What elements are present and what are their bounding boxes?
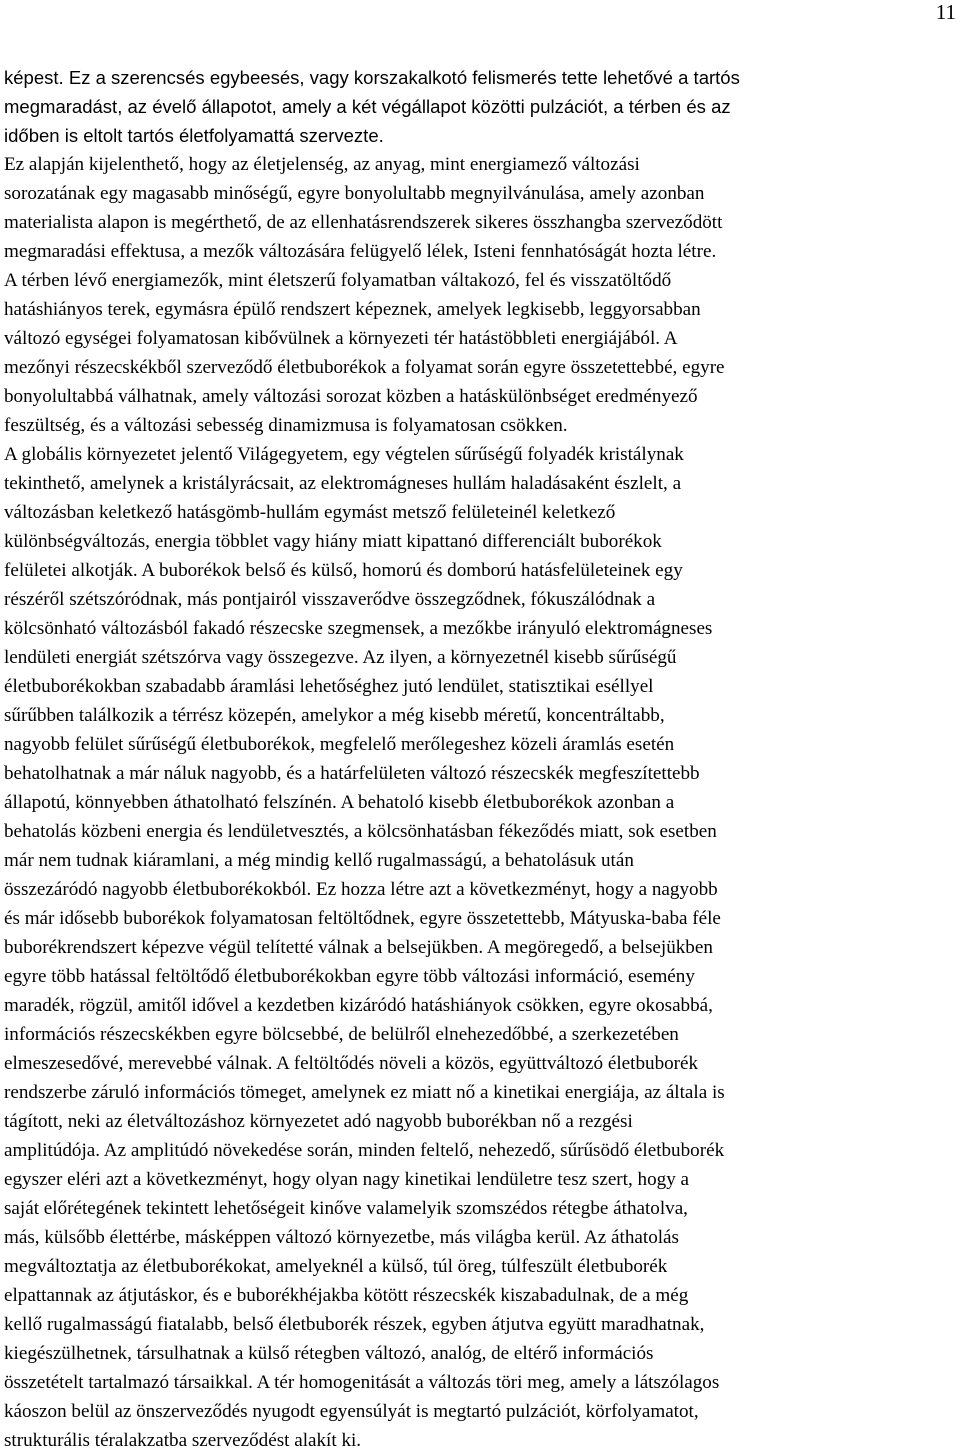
text-line: bonyolultabbá válhatnak, amely változási sorozat közben a hatáskülönbséget eredményező: [4, 386, 698, 407]
text-line: elpattannak az átjutáskor, és e buborékhéjakba kötött részecskék kiszabadulnak, de a még: [4, 1285, 689, 1306]
text-line: amplitúdója. Az amplitúdó növekedése során, minden feltelő, nehezedő, sűrűsödő életbuborék: [4, 1140, 725, 1161]
text-line: maradék, rögzül, amitől idővel a kezdetben kizáródó hatáshiányok csökken, egyre okosabbá,: [4, 995, 713, 1016]
text-line: káoszon belül az önszerveződés nyugodt egyensúlyát is megtartó pulzációt, körfolyamatot,: [4, 1401, 699, 1422]
text-line: buborékrendszert képezve végül telítetté válnak a belsejükben. A megöregedő, a belsejükben: [4, 937, 713, 958]
text-line: tágított, neki az életváltozáshoz környezetet adó nagyobb buborékban nő a rezgési: [4, 1111, 633, 1132]
page-number: 11: [935, 0, 956, 24]
text-line: egyszer eléri azt a következményt, hogy olyan nagy kinetikai lendületre tesz szert, hogy a: [4, 1169, 690, 1190]
text-line: lendületi energiát szétszórva vagy összegezve. Az ilyen, a környezetnél kisebb sűrűségű: [4, 647, 677, 668]
text-line: információs részecskékben egyre bölcsebbé, de belülről elnehezedőbbé, a szerkezetében: [4, 1024, 679, 1045]
text-line: mezőnyi részecskékből szerveződő életbuborékok a folyamat során egyre összetettebbé, egyre: [4, 357, 725, 378]
text-line: összezáródó nagyobb életbuborékokból. Ez hozza létre azt a következményt, hogy a nagyobb: [4, 879, 718, 900]
text-line: behatolhatnak a már náluk nagyobb, és a határfelületen változó részecskék megfeszítettebb: [4, 763, 700, 784]
text-line: elmeszesedővé, merevebbé válnak. A feltöltődés növeli a közös, együttváltozó életbuborék: [4, 1053, 699, 1074]
text-line: hatáshiányos terek, egymásra épülő rendszert képeznek, amelyek legkisebb, leggyorsabban: [4, 299, 701, 320]
body-text: [4, 63, 960, 1455]
text-line: más, külsőbb élettérbe, másképpen változó környezetbe, más világba kerül. Az áthatolás: [4, 1227, 679, 1248]
text-line: életbuborékokban szabadabb áramlási lehetőséghez jutó lendület, statisztikai eséllyel: [4, 676, 654, 697]
text-line: kölcsönható változásból fakadó részecske szegmensek, a mezőkbe irányuló elektromágneses: [4, 618, 713, 639]
text-line: már nem tudnak kiáramlani, a még mindig kellő rugalmasságú, a behatolásuk után: [4, 850, 634, 871]
text-line: rendszerbe záruló információs tömeget, amelynek ez miatt nő a kinetikai energiája, az általa is: [4, 1082, 725, 1103]
text-line: összetételt tartalmazó társaikkal. A tér homogenitását a változás töri meg, amely a látszólagos: [4, 1372, 720, 1393]
text-line: sorozatának egy magasabb minőségű, egyre bonyolultabb megnyilvánulása, amely azonban: [4, 183, 705, 204]
text-line: változó egységei folyamatosan kibővülnek a környezeti tér hatástöbbleti energiájából. A: [4, 328, 678, 349]
text-line: megmaradási effektusa, a mezők változására felügyelő lélek, Isteni fennhatóságát hozta létre.: [4, 241, 717, 262]
text-line: materialista alapon is megérthető, de az ellenhatásrendszerek sikeres összhangba szerveződött: [4, 212, 723, 233]
text-line: és már idősebb buborékok folyamatosan feltöltődnek, egyre összetettebb, Mátyuska-baba féle: [4, 908, 721, 929]
text-line: sűrűbben találkozik a térrész közepén, amelykor a még kisebb méretű, koncentráltabb,: [4, 705, 665, 726]
text-line: behatolás közbeni energia és lendületvesztés, a kölcsönhatásban fékeződés miatt, sok esetben: [4, 821, 717, 842]
text-line: különbségváltozás, energia többlet vagy hiány miatt kipattanó differenciált buborékok: [4, 531, 662, 552]
text-line: egyre több hatással feltöltődő életbuborékokban egyre több változási információ, esemény: [4, 966, 695, 987]
text-line: Ez alapján kijelenthető, hogy az életjelenség, az anyag, mint energiamező változási: [4, 154, 640, 175]
text-line: feszültség, és a változási sebesség dinamizmusa is folyamatosan csökken.: [4, 415, 568, 436]
text-line: saját előrétegének tekintett lehetőségeit kinőve valamelyik szomszédos rétegbe áthatolva,: [4, 1198, 688, 1219]
text-line: felületei alkotják. A buborékok belső és külső, homorú és domború hatásfelületeinek egy: [4, 560, 683, 581]
text-line: A térben lévő energiamezők, mint életszerű folyamatban váltakozó, fel és visszatöltődő: [4, 270, 672, 291]
text-line: képest. Ez a szerencsés egybeesés, vagy korszakalkotó felismerés tette lehetővé a tartós: [4, 67, 740, 88]
text-line: nagyobb felület sűrűségű életbuborékok, megfelelő merőlegeshez közeli áramlás esetén: [4, 734, 675, 755]
text-line: kellő rugalmasságú fiatalabb, belső életbuborék részek, egyben átjutva együtt maradhatnak,: [4, 1314, 705, 1335]
text-line: változásban keletkező hatásgömb-hullám egymást metsző felületeinél keletkező: [4, 502, 616, 523]
text-line: állapotú, könnyebben áthatolható felszínén. A behatoló kisebb életbuborékok azonban a: [4, 792, 675, 813]
text-line: A globális környezetet jelentő Világegyetem, egy végtelen sűrűségű folyadék kristálynak: [4, 444, 684, 465]
text-line: kiegészülhetnek, társulhatnak a külső rétegben változó, analóg, de eltérő információs: [4, 1343, 654, 1364]
text-line: időben is eltolt tartós életfolyamattá szervezte.: [4, 125, 384, 146]
text-line: részéről szétszóródnak, más pontjairól visszaverődve összegződnek, fókuszálódnak a: [4, 589, 656, 610]
text-line: strukturális téralakzatba szerveződést alakít ki.: [4, 1430, 362, 1451]
text-line: megváltoztatja az életbuborékokat, amelyeknél a külső, túl öreg, túlfeszült életbuborék: [4, 1256, 668, 1277]
text-line: megmaradást, az évelő állapotot, amely a két végállapot közötti pulzációt, a térben és az: [4, 96, 731, 117]
text-line: tekinthető, amelynek a kristályrácsait, az elektromágneses hullám haladásaként észlelt, a: [4, 473, 682, 494]
